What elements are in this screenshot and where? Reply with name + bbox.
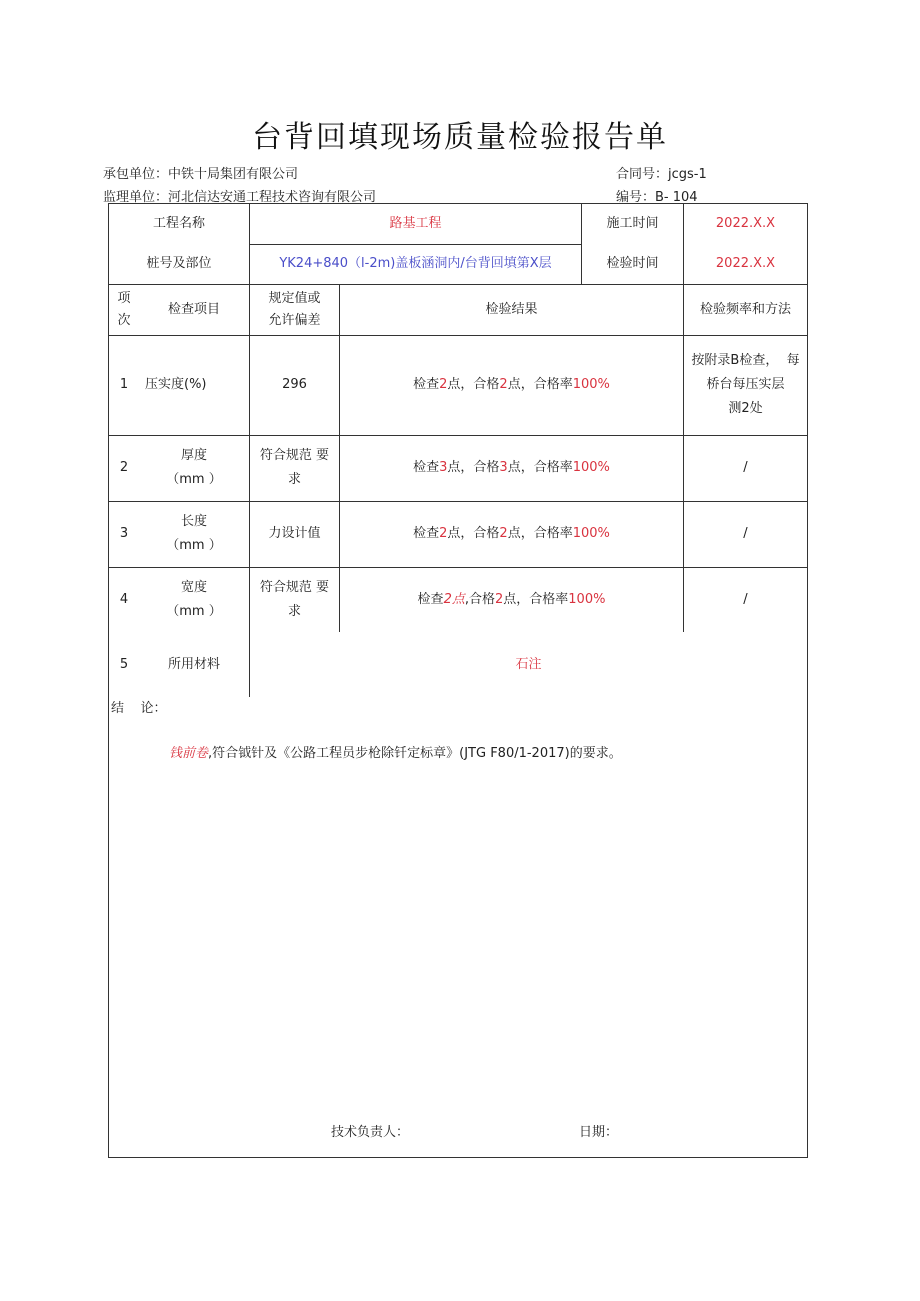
result-count: 3 xyxy=(439,460,448,475)
inspection-time-value: 2022.X.X xyxy=(715,256,776,271)
row-2-method: / xyxy=(743,460,748,475)
result-text: 检查 xyxy=(413,526,440,541)
row-5-no: 5 xyxy=(119,657,129,672)
serial-label: 编号： xyxy=(616,190,656,205)
row-3-no: 3 xyxy=(119,526,129,541)
row-2-result xyxy=(340,435,683,501)
material-value: 石注 xyxy=(515,657,542,672)
result-pass-count: 2 xyxy=(499,377,508,392)
row-3-item: 长度 （mm ） xyxy=(166,514,222,553)
result-pass-count: 3 xyxy=(499,460,508,475)
row-1-no: 1 xyxy=(119,377,129,392)
result-text: 点，合格 xyxy=(447,526,500,541)
contract-no-label: 合同号： xyxy=(616,167,669,182)
contractor-value: 中铁十局集团有限公司 xyxy=(168,167,299,182)
result-text: 检查 xyxy=(413,377,440,392)
row-1-item: 压实度(%) xyxy=(145,377,207,392)
row-4-item: 宽度 （mm ） xyxy=(166,580,222,619)
report-table xyxy=(108,203,808,1158)
contractor-label: 承包单位： xyxy=(103,167,169,182)
serial-value: B- 104 xyxy=(655,190,698,205)
result-text: ,合格 xyxy=(464,592,495,607)
result-text: 点，合格率 xyxy=(507,460,573,475)
result-text: 点，合格 xyxy=(447,377,500,392)
row-1-spec: 296 xyxy=(282,377,307,392)
result-text: 检查 xyxy=(413,460,440,475)
result-pass-count: 2 xyxy=(494,592,504,607)
tech-lead-label: 技术负责人： xyxy=(331,1125,410,1140)
station-label: 桩号及部位 xyxy=(146,256,212,271)
construction-time-value: 2022.X.X xyxy=(715,216,776,231)
result-text: 点，合格率 xyxy=(507,377,573,392)
contract-no-row xyxy=(616,163,707,182)
supervisor-label: 监理单位： xyxy=(103,190,169,205)
result-count: 2 xyxy=(439,377,448,392)
conclusion-text xyxy=(169,742,622,766)
row-4-no: 4 xyxy=(119,592,129,607)
result-count: 2点 xyxy=(443,592,465,607)
result-rate: 100% xyxy=(572,377,610,392)
result-text: 点，合格 xyxy=(447,460,500,475)
result-pass-count: 2 xyxy=(499,526,508,541)
construction-time-label: 施工时间 xyxy=(606,216,659,231)
conclusion-label: 结 论： xyxy=(111,701,167,716)
project-name-value: 路基工程 xyxy=(389,216,442,231)
result-rate: 100% xyxy=(572,460,610,475)
col-check-item: 检查项目 xyxy=(167,301,220,317)
result-text: 点，合格率 xyxy=(507,526,573,541)
row-4-spec: 符合规范 要 求 xyxy=(259,580,330,619)
conclusion-prefix: 钱前卷 xyxy=(169,746,209,761)
row-2-no: 2 xyxy=(119,460,129,475)
result-rate: 100% xyxy=(568,592,606,607)
row-3-method: / xyxy=(743,526,748,541)
row-3-result xyxy=(340,501,683,567)
contractor-row xyxy=(103,163,298,182)
col-result: 检验结果 xyxy=(485,301,538,317)
page-title: 台背回填现场质量检验报告单 xyxy=(252,120,668,155)
result-text: 点，合格率 xyxy=(503,592,569,607)
material-label: 所用材料 xyxy=(167,657,220,672)
station-value: YK24+840（l-2m)盖板涵洞内/台背回填第X层 xyxy=(279,256,552,271)
row-4-result xyxy=(340,567,683,633)
inspection-time-label: 检验时间 xyxy=(606,256,659,271)
row-1-method: 按附录B检查， 每 桥台每压实层 测2处 xyxy=(691,353,800,416)
supervisor-value: 河北信达安通工程技术咨询有限公司 xyxy=(168,190,377,205)
result-count: 2 xyxy=(439,526,448,541)
date-label: 日期： xyxy=(579,1125,619,1140)
row-1-result xyxy=(340,335,683,435)
contract-no-value: jcgs-1 xyxy=(668,167,707,182)
row-2-item: 厚度 （mm ） xyxy=(166,448,222,487)
row-4-method: / xyxy=(743,592,748,607)
col-item-no: 项 次 xyxy=(117,290,131,328)
conclusion-body: ,符合钺针及《公路工程员步枪除钎定标章》(JTG F80/1-2017)的要求。 xyxy=(208,746,622,761)
row-2-spec: 符合规范 要 求 xyxy=(259,448,330,487)
col-method: 检验频率和方法 xyxy=(699,301,791,317)
result-rate: 100% xyxy=(572,526,610,541)
row-3-spec: 力设计值 xyxy=(268,526,321,541)
result-text: 检查 xyxy=(417,592,444,607)
col-spec: 规定值或 允许偏差 xyxy=(268,290,321,328)
project-name-label: 工程名称 xyxy=(152,216,205,231)
